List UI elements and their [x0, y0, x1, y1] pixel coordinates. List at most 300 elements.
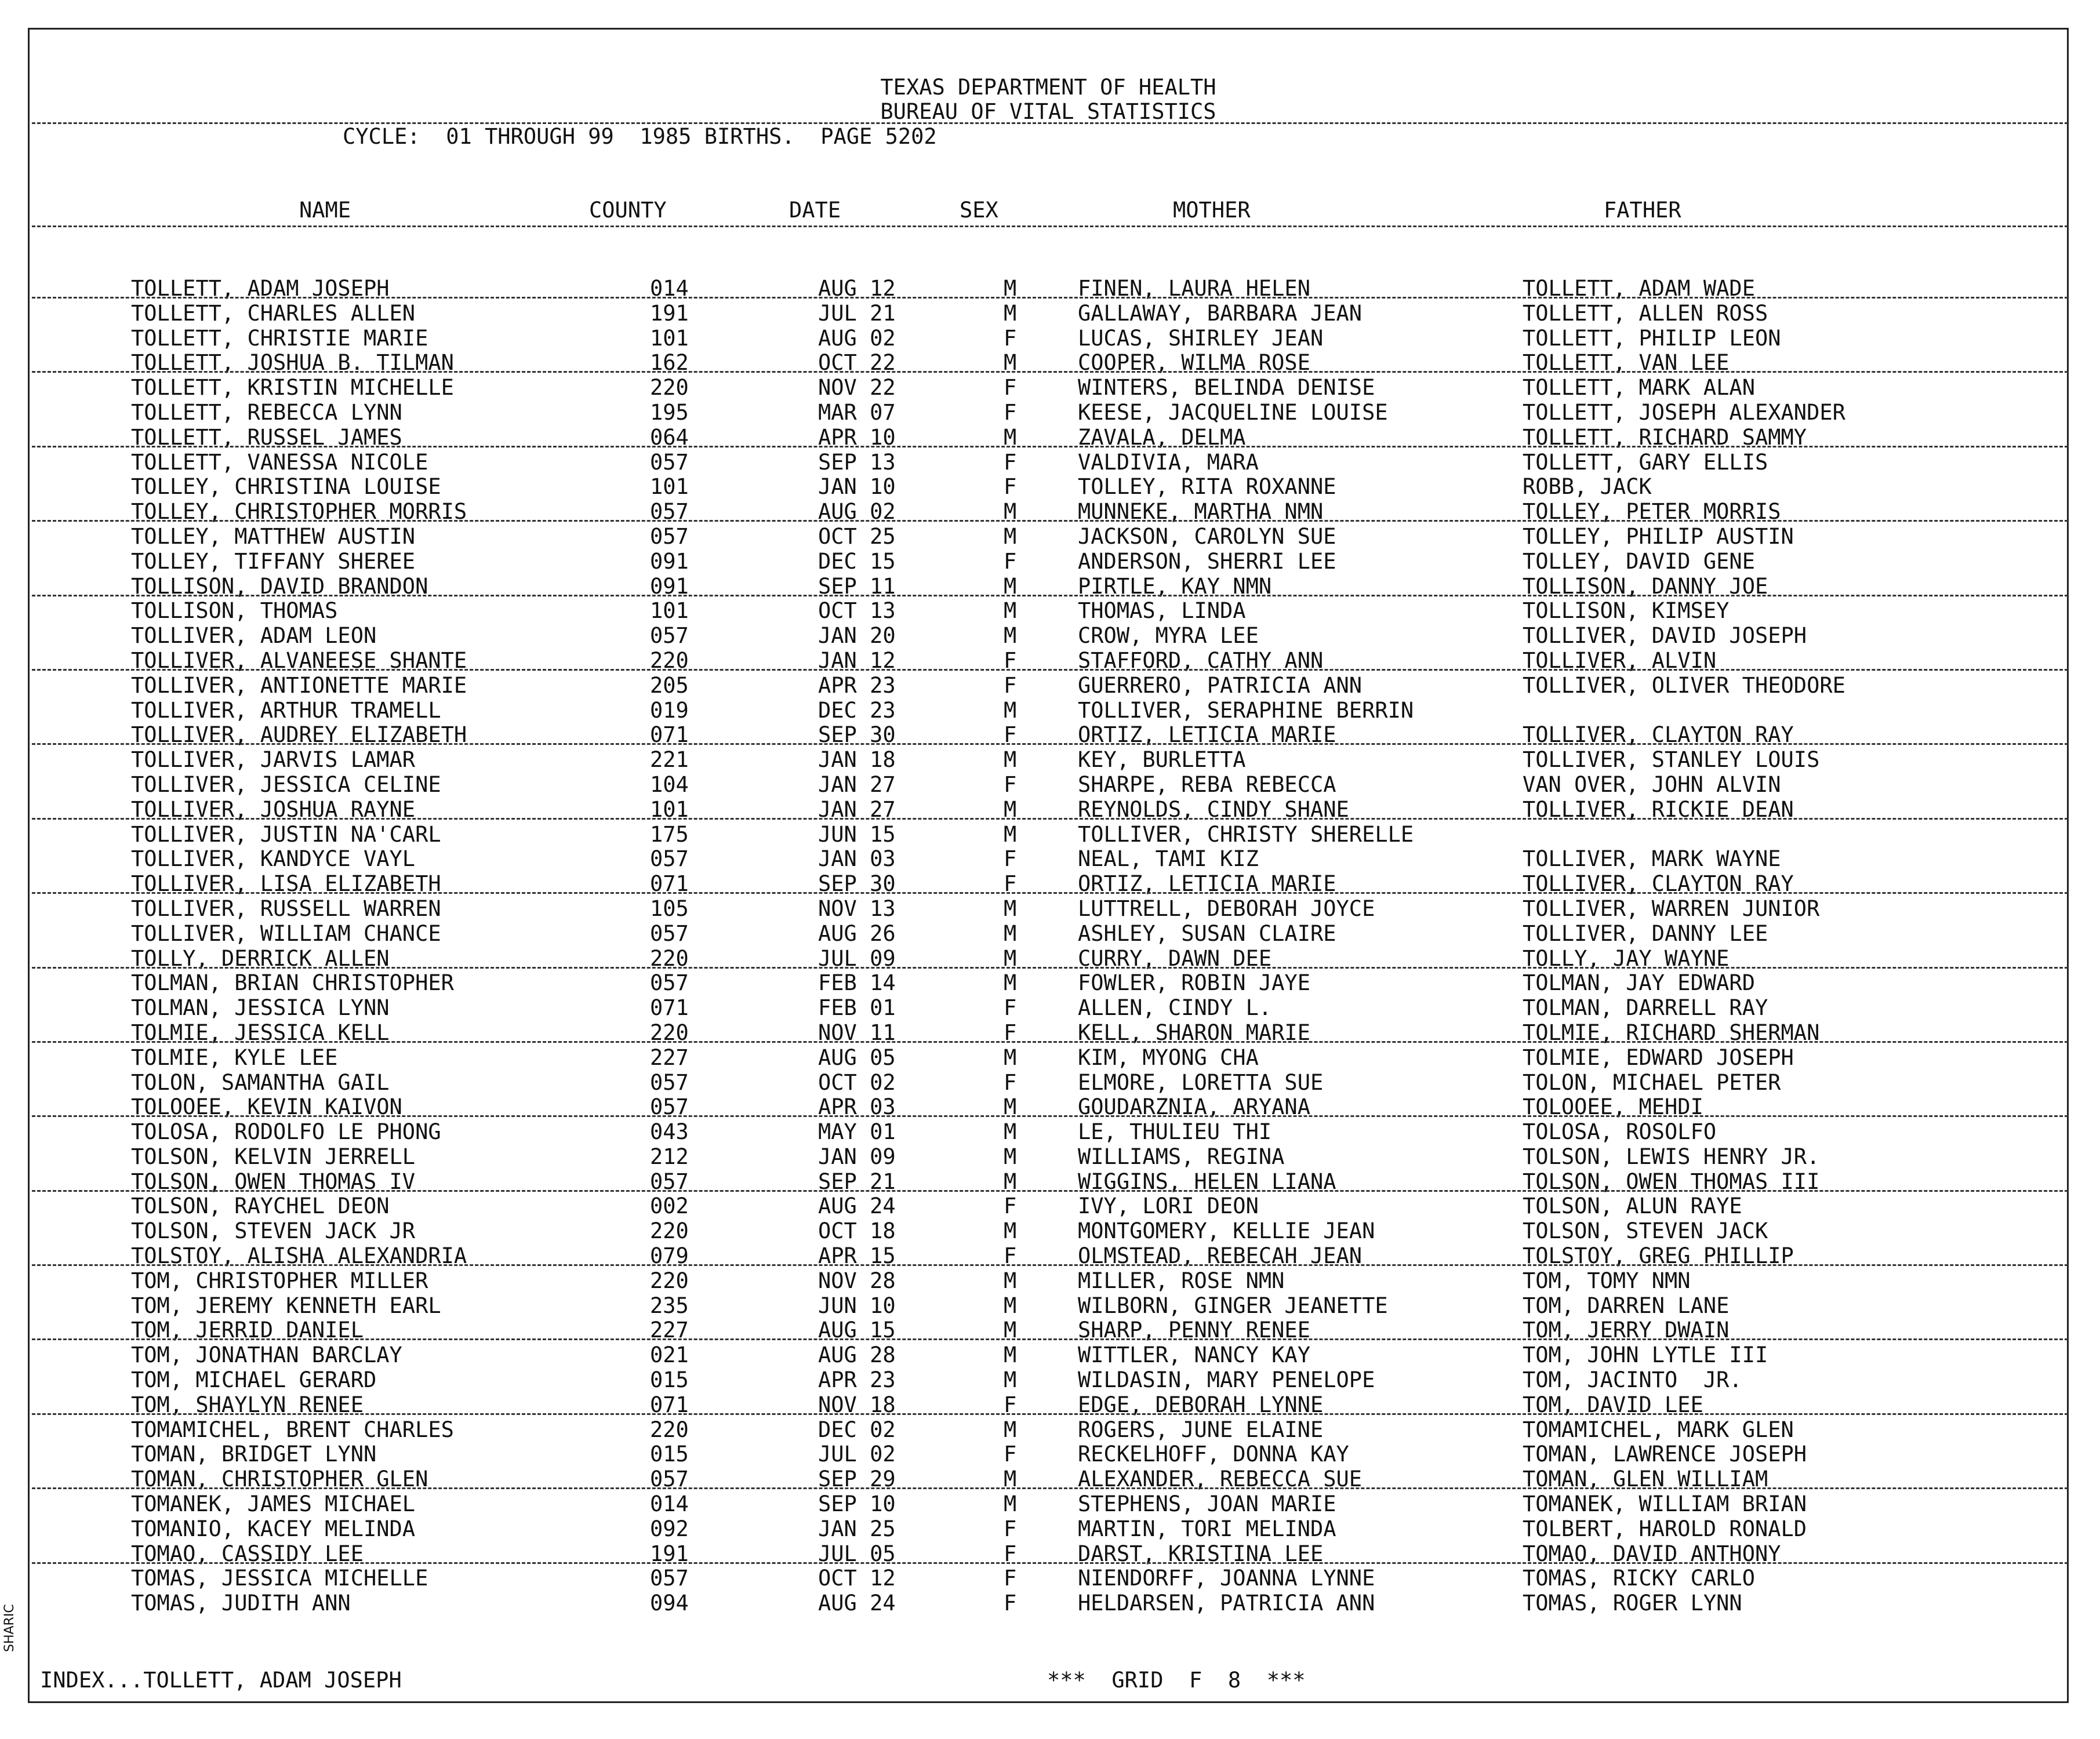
table-row [30, 722, 2067, 747]
cell-father: TOM, JACINTO JR. [1523, 1367, 1742, 1393]
row-rule [32, 1487, 2068, 1489]
cell-county: 014 [650, 276, 689, 301]
table-row [30, 1218, 2067, 1243]
cell-county: 101 [650, 796, 689, 822]
cell-mother: MARTIN, TORI MELINDA [1078, 1516, 1336, 1541]
cell-name: TOLSON, KELVIN JERRELL [131, 1144, 416, 1169]
cell-mother: FINEN, LAURA HELEN [1078, 276, 1310, 301]
cell-mother: HELDARSEN, PATRICIA ANN [1078, 1591, 1375, 1616]
table-row [30, 1318, 2067, 1343]
cell-date: SEP 29 [818, 1467, 896, 1492]
cell-father: VAN OVER, JOHN ALVIN [1523, 772, 1781, 797]
cell-father: TOLLIVER, OLIVER THEODORE [1523, 672, 1845, 698]
cell-date: JUN 15 [818, 821, 896, 847]
row-rule [32, 743, 2068, 745]
cell-sex: F [1004, 846, 1017, 872]
table-row [30, 797, 2067, 822]
cell-name: TOLOOEE, KEVIN KAIVON [131, 1094, 402, 1120]
cell-sex: M [1004, 1343, 1017, 1368]
cell-father: TOMANEK, WILLIAM BRIAN [1523, 1491, 1807, 1517]
cell-name: TOLSTOY, ALISHA ALEXANDRIA [131, 1243, 467, 1269]
cell-sex: F [1004, 772, 1017, 797]
cell-mother: MUNNEKE, MARTHA NMN [1078, 499, 1324, 525]
cell-sex: M [1004, 598, 1017, 624]
cell-sex: M [1004, 1467, 1017, 1492]
cell-date: MAR 07 [818, 399, 896, 425]
cell-name: TOLLIVER, JOSHUA RAYNE [131, 796, 416, 822]
table-row [30, 1119, 2067, 1144]
cell-mother: OLMSTEAD, REBECAH JEAN [1078, 1243, 1363, 1269]
table-row [30, 1293, 2067, 1318]
cell-sex: M [1004, 896, 1017, 921]
cell-father: TOLLISON, DANNY JOE [1523, 573, 1768, 599]
table-row [30, 970, 2067, 995]
cell-mother: ZAVALA, DELMA [1078, 424, 1246, 450]
cell-sex: M [1004, 945, 1017, 971]
cell-county: 043 [650, 1119, 689, 1145]
cell-date: DEC 15 [818, 548, 896, 574]
cell-name: TOM, JEREMY KENNETH EARL [131, 1293, 441, 1318]
cell-sex: M [1004, 424, 1017, 450]
cell-name: TOLLETT, CHARLES ALLEN [131, 300, 416, 326]
cell-county: 101 [650, 325, 689, 351]
cell-county: 091 [650, 548, 689, 574]
row-rule [32, 297, 2068, 299]
column-header-row [30, 198, 2067, 225]
cell-sex: F [1004, 647, 1017, 673]
cell-mother: STAFFORD, CATHY ANN [1078, 647, 1324, 673]
table-row [30, 598, 2067, 623]
cell-date: JAN 27 [818, 772, 896, 797]
cell-mother: ALLEN, CINDY L. [1078, 995, 1272, 1021]
table-row [30, 474, 2067, 499]
cell-father: TOM, DARREN LANE [1523, 1293, 1730, 1318]
cell-date: DEC 23 [818, 697, 896, 723]
cell-date: APR 23 [818, 672, 896, 698]
cell-mother: ORTIZ, LETICIA MARIE [1078, 871, 1336, 897]
cell-county: 071 [650, 871, 689, 897]
cell-father: TOLLETT, MARK ALAN [1523, 375, 1755, 401]
cell-mother: ELMORE, LORETTA SUE [1078, 1069, 1324, 1095]
cell-mother: EDGE, DEBORAH LYNNE [1078, 1392, 1324, 1417]
cell-mother: CROW, MYRA LEE [1078, 623, 1259, 649]
cell-county: 015 [650, 1367, 689, 1393]
cell-father: ROBB, JACK [1523, 474, 1652, 500]
cell-mother: CURRY, DAWN DEE [1078, 945, 1272, 971]
cell-sex: M [1004, 747, 1017, 773]
cell-sex: M [1004, 1169, 1017, 1194]
column-header-rule [32, 225, 2068, 227]
cell-mother: FOWLER, ROBIN JAYE [1078, 970, 1310, 996]
cell-date: NOV 13 [818, 896, 896, 921]
table-row [30, 1070, 2067, 1095]
cell-father: TOLSON, ALUN RAYE [1523, 1194, 1742, 1219]
cell-county: 091 [650, 573, 689, 599]
cell-date: AUG 02 [818, 499, 896, 525]
cell-sex: M [1004, 821, 1017, 847]
cell-father: TOLLETT, GARY ELLIS [1523, 449, 1768, 475]
cell-name: TOLLETT, JOSHUA B. TILMAN [131, 350, 454, 376]
table-row [30, 1169, 2067, 1194]
cell-father: TOLLIVER, DAVID JOSEPH [1523, 623, 1807, 649]
cell-sex: F [1004, 325, 1017, 351]
table-row [30, 1144, 2067, 1169]
cell-name: TOLLIVER, KANDYCE VAYL [131, 846, 416, 872]
row-rule [32, 818, 2068, 820]
cell-county: 220 [650, 375, 689, 401]
report-title: TEXAS DEPARTMENT OF HEALTH [880, 75, 1216, 100]
row-rule [32, 669, 2068, 671]
cell-county: 227 [650, 1045, 689, 1070]
table-row [30, 1516, 2067, 1541]
table-row [30, 1566, 2067, 1591]
table-row [30, 1020, 2067, 1045]
cell-name: TOLLIVER, ANTIONETTE MARIE [131, 672, 467, 698]
cell-sex: F [1004, 474, 1017, 500]
cell-date: JAN 12 [818, 647, 896, 673]
cell-mother: PIRTLE, KAY NMN [1078, 573, 1272, 599]
cell-name: TOLLEY, CHRISTINA LOUISE [131, 474, 441, 500]
cell-date: APR 15 [818, 1243, 896, 1269]
cell-mother: GALLAWAY, BARBARA JEAN [1078, 300, 1363, 326]
cell-father: TOLLIVER, CLAYTON RAY [1523, 722, 1794, 748]
cycle-line: CYCLE: 01 THROUGH 99 1985 BIRTHS. PAGE 5202 [343, 124, 937, 149]
footer-grid: *** GRID F 8 *** [1047, 1668, 1306, 1693]
cell-sex: M [1004, 1268, 1017, 1293]
cell-date: APR 23 [818, 1367, 896, 1393]
cell-county: 057 [650, 846, 689, 872]
cell-county: 101 [650, 474, 689, 500]
cell-county: 057 [650, 523, 689, 549]
cell-county: 220 [650, 1020, 689, 1045]
cell-county: 079 [650, 1243, 689, 1269]
cell-sex: M [1004, 1491, 1017, 1517]
cell-sex: M [1004, 1094, 1017, 1120]
cell-father: TOLLETT, ALLEN ROSS [1523, 300, 1768, 326]
cell-father: TOLLIVER, CLAYTON RAY [1523, 871, 1794, 897]
cell-sex: F [1004, 1392, 1017, 1417]
row-rule [32, 1115, 2068, 1117]
cell-mother: ROGERS, JUNE ELAINE [1078, 1417, 1324, 1442]
cell-father: TOM, TOMY NMN [1523, 1268, 1691, 1293]
cell-date: OCT 22 [818, 350, 896, 376]
cell-date: AUG 28 [818, 1343, 896, 1368]
cell-sex: F [1004, 1516, 1017, 1541]
cell-date: JAN 10 [818, 474, 896, 500]
cell-date: JAN 25 [818, 1516, 896, 1541]
cell-date: NOV 22 [818, 375, 896, 401]
row-rule [32, 967, 2068, 969]
cell-sex: F [1004, 1194, 1017, 1219]
table-row [30, 1243, 2067, 1268]
cell-mother: VALDIVIA, MARA [1078, 449, 1259, 475]
cell-father: TOLLIVER, ALVIN [1523, 647, 1717, 673]
cell-sex: M [1004, 1144, 1017, 1169]
cell-father: TOLLEY, PETER MORRIS [1523, 499, 1781, 525]
cell-date: JUL 21 [818, 300, 896, 326]
cell-name: TOLMAN, JESSICA LYNN [131, 995, 390, 1021]
table-row [30, 1343, 2067, 1367]
cell-name: TOLMAN, BRIAN CHRISTOPHER [131, 970, 454, 996]
cell-mother: KIM, MYONG CHA [1078, 1045, 1259, 1070]
cell-father: TOMAS, RICKY CARLO [1523, 1566, 1755, 1591]
cell-father: TOLMAN, DARRELL RAY [1523, 995, 1768, 1021]
table-row [30, 1541, 2067, 1566]
cell-county: 071 [650, 722, 689, 748]
cell-county: 162 [650, 350, 689, 376]
cell-name: TOLLETT, KRISTIN MICHELLE [131, 375, 454, 401]
cell-county: 221 [650, 747, 689, 773]
table-row [30, 400, 2067, 425]
row-rule [32, 520, 2068, 522]
table-row [30, 896, 2067, 921]
cell-county: 002 [650, 1194, 689, 1219]
table-row [30, 499, 2067, 524]
cell-county: 057 [650, 1467, 689, 1492]
col-header-sex: SEX [960, 198, 998, 223]
cell-date: JAN 27 [818, 796, 896, 822]
cell-mother: SHARP, PENNY RENEE [1078, 1318, 1310, 1343]
cell-father: TOLLETT, PHILIP LEON [1523, 325, 1781, 351]
cell-father: TOLLIVER, MARK WAYNE [1523, 846, 1781, 872]
cell-father: TOLSON, STEVEN JACK [1523, 1218, 1768, 1244]
cell-mother: GOUDARZNIA, ARYANA [1078, 1094, 1310, 1120]
cell-county: 057 [650, 970, 689, 996]
cell-county: 101 [650, 598, 689, 624]
cell-date: JAN 03 [818, 846, 896, 872]
row-rule [32, 446, 2068, 448]
table-row [30, 1268, 2067, 1293]
cell-mother: MILLER, ROSE NMN [1078, 1268, 1285, 1293]
cell-sex: M [1004, 623, 1017, 649]
table-row [30, 1045, 2067, 1070]
cell-county: 071 [650, 995, 689, 1021]
row-rule [32, 1562, 2068, 1564]
cell-name: TOMAN, CHRISTOPHER GLEN [131, 1467, 428, 1492]
cell-father: TOLMIE, EDWARD JOSEPH [1523, 1045, 1794, 1070]
side-label: SHARIC [2, 1604, 17, 1652]
table-row [30, 1392, 2067, 1417]
cell-date: APR 10 [818, 424, 896, 450]
cell-date: JAN 09 [818, 1144, 896, 1169]
cell-sex: M [1004, 300, 1017, 326]
cell-name: TOLLIVER, JARVIS LAMAR [131, 747, 416, 773]
cell-mother: ALEXANDER, REBECCA SUE [1078, 1467, 1363, 1492]
cell-father: TOLOOEE, MEHDI [1523, 1094, 1703, 1120]
cell-county: 092 [650, 1516, 689, 1541]
cell-county: 057 [650, 499, 689, 525]
cell-father: TOLLETT, RICHARD SAMMY [1523, 424, 1807, 450]
cell-county: 071 [650, 1392, 689, 1417]
cell-mother: KELL, SHARON MARIE [1078, 1020, 1310, 1045]
cell-mother: WILLIAMS, REGINA [1078, 1144, 1285, 1169]
cell-county: 014 [650, 1491, 689, 1517]
cell-sex: M [1004, 1318, 1017, 1343]
cell-date: AUG 05 [818, 1045, 896, 1070]
cell-name: TOMAMICHEL, BRENT CHARLES [131, 1417, 454, 1442]
cell-father: TOLOSA, ROSOLFO [1523, 1119, 1717, 1145]
header-rule [32, 122, 2068, 124]
table-row [30, 871, 2067, 896]
cell-sex: M [1004, 499, 1017, 525]
report-frame [28, 28, 2069, 1703]
cell-date: FEB 01 [818, 995, 896, 1021]
cell-father: TOM, JERRY DWAIN [1523, 1318, 1730, 1343]
cell-date: AUG 12 [818, 276, 896, 301]
cell-name: TOMAS, JUDITH ANN [131, 1591, 351, 1616]
cell-name: TOLLETT, REBECCA LYNN [131, 399, 402, 425]
cell-mother: NEAL, TAMI KIZ [1078, 846, 1259, 872]
cell-mother: NIENDORFF, JOANNA LYNNE [1078, 1566, 1375, 1591]
cell-mother: MONTGOMERY, KELLIE JEAN [1078, 1218, 1375, 1244]
cell-mother: REYNOLDS, CINDY SHANE [1078, 796, 1349, 822]
cell-mother: LUTTRELL, DEBORAH JOYCE [1078, 896, 1375, 921]
cell-date: JAN 18 [818, 747, 896, 773]
cell-father: TOLLEY, PHILIP AUSTIN [1523, 523, 1794, 549]
cell-name: TOLLETT, RUSSEL JAMES [131, 424, 402, 450]
table-row [30, 1591, 2067, 1616]
cell-county: 057 [650, 1069, 689, 1095]
table-row [30, 549, 2067, 574]
cell-name: TOLON, SAMANTHA GAIL [131, 1069, 390, 1095]
cell-name: TOMANIO, KACEY MELINDA [131, 1516, 416, 1541]
cell-father: TOLLEY, DAVID GENE [1523, 548, 1755, 574]
cell-father: TOLLIVER, RICKIE DEAN [1523, 796, 1794, 822]
cell-name: TOLLIVER, ADAM LEON [131, 623, 377, 649]
cell-date: OCT 02 [818, 1069, 896, 1095]
cell-mother: WILBORN, GINGER JEANETTE [1078, 1293, 1388, 1318]
cell-name: TOLLETT, VANESSA NICOLE [131, 449, 428, 475]
cell-father: TOMAN, LAWRENCE JOSEPH [1523, 1442, 1807, 1467]
cell-mother: IVY, LORI DEON [1078, 1194, 1259, 1219]
cell-mother: WILDASIN, MARY PENELOPE [1078, 1367, 1375, 1393]
cell-mother: COOPER, WILMA ROSE [1078, 350, 1310, 376]
cell-date: JUN 10 [818, 1293, 896, 1318]
table-row [30, 648, 2067, 673]
cell-father: TOLSON, OWEN THOMAS III [1523, 1169, 1820, 1194]
cell-father: TOLMIE, RICHARD SHERMAN [1523, 1020, 1820, 1045]
cell-sex: F [1004, 1566, 1017, 1591]
row-rule [32, 1264, 2068, 1266]
cell-father: TOMAMICHEL, MARK GLEN [1523, 1417, 1794, 1442]
cell-name: TOMAS, JESSICA MICHELLE [131, 1566, 428, 1591]
cell-county: 019 [650, 697, 689, 723]
cell-father: TOM, JOHN LYTLE III [1523, 1343, 1768, 1368]
row-rule [32, 1190, 2068, 1192]
cell-county: 057 [650, 921, 689, 946]
cell-county: 220 [650, 945, 689, 971]
cell-father: TOLLIVER, DANNY LEE [1523, 921, 1768, 946]
cell-name: TOLMIE, KYLE LEE [131, 1045, 338, 1070]
cell-date: MAY 01 [818, 1119, 896, 1145]
cell-county: 205 [650, 672, 689, 698]
cell-sex: F [1004, 548, 1017, 574]
cell-father: TOLLETT, ADAM WADE [1523, 276, 1755, 301]
cell-sex: M [1004, 1367, 1017, 1393]
cell-county: 235 [650, 1293, 689, 1318]
cell-name: TOLLISON, THOMAS [131, 598, 338, 624]
row-rule [32, 595, 2068, 596]
cell-name: TOM, CHRISTOPHER MILLER [131, 1268, 428, 1293]
col-header-father: FATHER [1604, 198, 1681, 223]
table-row [30, 1367, 2067, 1392]
cell-county: 191 [650, 300, 689, 326]
table-row [30, 747, 2067, 772]
cell-sex: M [1004, 523, 1017, 549]
cell-mother: TOLLEY, RITA ROXANNE [1078, 474, 1336, 500]
cell-name: TOMAN, BRIDGET LYNN [131, 1442, 377, 1467]
table-row [30, 1442, 2067, 1467]
footer-index: INDEX...TOLLETT, ADAM JOSEPH [40, 1668, 402, 1693]
cell-mother: TOLLIVER, SERAPHINE BERRIN [1078, 697, 1414, 723]
cell-father: TOLLY, JAY WAYNE [1523, 945, 1730, 971]
cell-name: TOLLISON, DAVID BRANDON [131, 573, 428, 599]
cell-sex: F [1004, 375, 1017, 401]
cell-county: 015 [650, 1442, 689, 1467]
cell-name: TOM, SHAYLYN RENEE [131, 1392, 364, 1417]
cell-mother: WIGGINS, HELEN LIANA [1078, 1169, 1336, 1194]
records-table [30, 276, 2067, 1616]
report-subtitle: BUREAU OF VITAL STATISTICS [880, 99, 1216, 124]
cell-county: 057 [650, 1094, 689, 1120]
cell-father: TOMAS, ROGER LYNN [1523, 1591, 1742, 1616]
cell-name: TOM, MICHAEL GERARD [131, 1367, 377, 1393]
cell-name: TOLLY, DERRICK ALLEN [131, 945, 390, 971]
cell-date: OCT 13 [818, 598, 896, 624]
row-rule [32, 371, 2068, 373]
cell-father: TOLSON, LEWIS HENRY JR. [1523, 1144, 1820, 1169]
cell-date: APR 03 [818, 1094, 896, 1120]
cell-name: TOLLETT, ADAM JOSEPH [131, 276, 390, 301]
cell-father: TOMAN, GLEN WILLIAM [1523, 1467, 1768, 1492]
cell-date: SEP 10 [818, 1491, 896, 1517]
cell-sex: F [1004, 1591, 1017, 1616]
cell-sex: F [1004, 1069, 1017, 1095]
cell-sex: F [1004, 995, 1017, 1021]
cell-mother: ORTIZ, LETICIA MARIE [1078, 722, 1336, 748]
cell-date: JUL 02 [818, 1442, 896, 1467]
cell-sex: M [1004, 276, 1017, 301]
cell-name: TOLLIVER, WILLIAM CHANCE [131, 921, 441, 946]
cell-county: 105 [650, 896, 689, 921]
table-row [30, 574, 2067, 599]
table-row [30, 623, 2067, 648]
cell-sex: M [1004, 1218, 1017, 1244]
row-rule [32, 1338, 2068, 1340]
table-row [30, 524, 2067, 549]
cell-date: AUG 24 [818, 1194, 896, 1219]
cell-mother: DARST, KRISTINA LEE [1078, 1541, 1324, 1566]
cell-name: TOLLIVER, ARTHUR TRAMELL [131, 697, 441, 723]
cell-name: TOM, JONATHAN BARCLAY [131, 1343, 402, 1368]
cell-name: TOLLIVER, ALVANEESE SHANTE [131, 647, 467, 673]
cell-sex: F [1004, 722, 1017, 748]
cell-sex: M [1004, 796, 1017, 822]
cell-name: TOLLIVER, JESSICA CELINE [131, 772, 441, 797]
table-row [30, 276, 2067, 301]
table-row [30, 1094, 2067, 1119]
cell-father: TOLMAN, JAY EDWARD [1523, 970, 1755, 996]
cell-sex: F [1004, 1442, 1017, 1467]
cell-sex: M [1004, 573, 1017, 599]
cell-county: 021 [650, 1343, 689, 1368]
cell-date: JUL 05 [818, 1541, 896, 1566]
cell-mother: WITTLER, NANCY KAY [1078, 1343, 1310, 1368]
cell-date: SEP 30 [818, 722, 896, 748]
cell-sex: M [1004, 350, 1017, 376]
table-row [30, 846, 2067, 871]
cell-father: TOLBERT, HAROLD RONALD [1523, 1516, 1807, 1541]
